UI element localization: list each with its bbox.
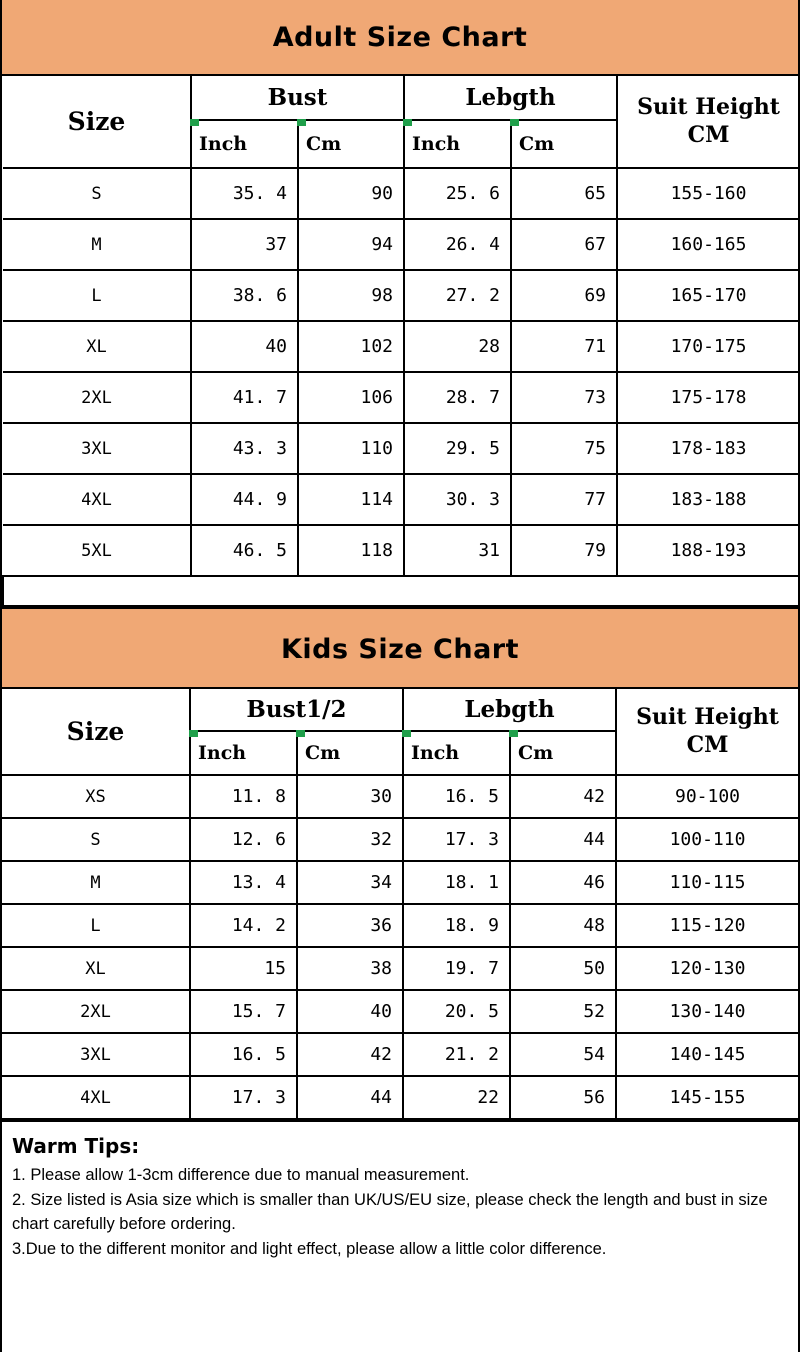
cell-size: 3XL — [2, 1033, 190, 1076]
cell-bust-cm: 106 — [298, 372, 404, 423]
warm-tips-line: 2. Size listed is Asia size which is smaller than UK/US/EU size, please check the length and bust in size chart carefully before ordering. — [12, 1190, 768, 1233]
cell-length-inch: 21. 2 — [403, 1033, 510, 1076]
table-row — [3, 270, 799, 321]
cell-suit-height: 145-155 — [616, 1076, 798, 1119]
cell-bust-cm: 90 — [298, 168, 404, 219]
cell-length-cm: 65 — [511, 168, 617, 219]
header-length-cm: Cm — [510, 731, 616, 775]
cell-bust-inch: 43. 3 — [191, 423, 298, 474]
header-bust-inch: Inch — [190, 731, 297, 775]
cell-length-inch: 16. 5 — [403, 775, 510, 818]
header-suit-height-label: Suit Height — [636, 704, 779, 730]
cell-size: M — [2, 861, 190, 904]
kids-size-chart-table-wrapper — [2, 689, 798, 1120]
cell-length-inch: 18. 9 — [403, 904, 510, 947]
table-row — [2, 861, 798, 904]
warm-tips-line: 3.Due to the different monitor and light effect, please allow a little color difference. — [12, 1239, 607, 1258]
cell-length-inch: 19. 7 — [403, 947, 510, 990]
table-row — [2, 1033, 798, 1076]
cell-bust-inch: 11. 8 — [190, 775, 297, 818]
cell-length-inch: 31 — [404, 525, 511, 576]
cell-bust-cm: 32 — [297, 818, 403, 861]
header-bust: Bust1/2 — [190, 689, 403, 731]
header-suit-height-unit: CM — [686, 731, 729, 758]
cell-bust-inch: 15 — [190, 947, 297, 990]
cell-suit-height: 140-145 — [616, 1033, 798, 1076]
cell-length-inch: 29. 5 — [404, 423, 511, 474]
adult-size-chart-title: Adult Size Chart — [2, 0, 798, 76]
table-row — [3, 321, 799, 372]
table-spacer-cell — [3, 576, 799, 606]
cell-suit-height: 178-183 — [617, 423, 799, 474]
header-bust: Bust — [191, 76, 404, 120]
header-suit-height — [617, 76, 799, 168]
cell-suit-height: 183-188 — [617, 474, 799, 525]
table-header-row-primary — [3, 76, 799, 120]
cell-length-inch: 18. 1 — [403, 861, 510, 904]
cell-size: 4XL — [2, 1076, 190, 1119]
header-bust-cm: Cm — [297, 731, 403, 775]
cell-length-inch: 30. 3 — [404, 474, 511, 525]
cell-length-cm: 54 — [510, 1033, 616, 1076]
cell-bust-inch: 46. 5 — [191, 525, 298, 576]
cell-bust-inch: 16. 5 — [190, 1033, 297, 1076]
cell-length-inch: 28. 7 — [404, 372, 511, 423]
cell-bust-inch: 44. 9 — [191, 474, 298, 525]
cell-size: 2XL — [3, 372, 191, 423]
adult-size-chart-table-wrapper — [2, 76, 798, 607]
header-bust-cm: Cm — [298, 120, 404, 168]
cell-size: L — [3, 270, 191, 321]
cell-bust-cm: 44 — [297, 1076, 403, 1119]
cell-bust-inch: 41. 7 — [191, 372, 298, 423]
header-suit-height — [616, 689, 798, 775]
cell-suit-height: 115-120 — [616, 904, 798, 947]
table-row — [2, 947, 798, 990]
cell-size: M — [3, 219, 191, 270]
cell-size: 3XL — [3, 423, 191, 474]
cell-bust-cm: 94 — [298, 219, 404, 270]
cell-bust-cm: 40 — [297, 990, 403, 1033]
cell-suit-height: 155-160 — [617, 168, 799, 219]
cell-size: L — [2, 904, 190, 947]
table-spacer-row — [3, 576, 799, 606]
header-length-inch: Inch — [404, 120, 511, 168]
cell-length-inch: 28 — [404, 321, 511, 372]
kids-size-chart-title: Kids Size Chart — [2, 607, 798, 689]
cell-size: S — [2, 818, 190, 861]
cell-size: XL — [3, 321, 191, 372]
cell-length-cm: 69 — [511, 270, 617, 321]
header-suit-height-unit: CM — [687, 121, 730, 148]
cell-bust-inch: 40 — [191, 321, 298, 372]
header-length: Lebgth — [403, 689, 616, 731]
header-bust-inch: Inch — [191, 120, 298, 168]
cell-size: XS — [2, 775, 190, 818]
cell-size: 5XL — [3, 525, 191, 576]
cell-bust-cm: 38 — [297, 947, 403, 990]
cell-bust-cm: 98 — [298, 270, 404, 321]
table-row — [3, 372, 799, 423]
cell-suit-height: 90-100 — [616, 775, 798, 818]
table-row — [2, 775, 798, 818]
table-row — [3, 168, 799, 219]
table-row — [3, 423, 799, 474]
cell-bust-inch: 37 — [191, 219, 298, 270]
cell-length-cm: 56 — [510, 1076, 616, 1119]
cell-length-cm: 67 — [511, 219, 617, 270]
cell-length-cm: 75 — [511, 423, 617, 474]
cell-length-cm: 73 — [511, 372, 617, 423]
header-length-cm: Cm — [511, 120, 617, 168]
cell-length-inch: 25. 6 — [404, 168, 511, 219]
cell-bust-cm: 30 — [297, 775, 403, 818]
cell-length-cm: 77 — [511, 474, 617, 525]
cell-suit-height: 188-193 — [617, 525, 799, 576]
cell-suit-height: 120-130 — [616, 947, 798, 990]
cell-suit-height: 160-165 — [617, 219, 799, 270]
cell-length-inch: 17. 3 — [403, 818, 510, 861]
cell-suit-height: 175-178 — [617, 372, 799, 423]
cell-length-cm: 48 — [510, 904, 616, 947]
cell-length-cm: 52 — [510, 990, 616, 1033]
table-row — [2, 1076, 798, 1119]
header-size: Size — [3, 76, 191, 168]
cell-length-cm: 42 — [510, 775, 616, 818]
table-row — [3, 474, 799, 525]
cell-suit-height: 110-115 — [616, 861, 798, 904]
cell-bust-cm: 36 — [297, 904, 403, 947]
cell-suit-height: 100-110 — [616, 818, 798, 861]
cell-suit-height: 170-175 — [617, 321, 799, 372]
cell-suit-height: 130-140 — [616, 990, 798, 1033]
cell-bust-inch: 35. 4 — [191, 168, 298, 219]
cell-bust-cm: 110 — [298, 423, 404, 474]
cell-length-cm: 79 — [511, 525, 617, 576]
cell-bust-cm: 102 — [298, 321, 404, 372]
warm-tips-section — [2, 1120, 798, 1262]
cell-length-cm: 44 — [510, 818, 616, 861]
warm-tips-line: 1. Please allow 1-3cm difference due to manual measurement. — [12, 1166, 470, 1184]
cell-length-inch: 27. 2 — [404, 270, 511, 321]
header-length-inch: Inch — [403, 731, 510, 775]
cell-length-inch: 22 — [403, 1076, 510, 1119]
cell-length-inch: 26. 4 — [404, 219, 511, 270]
header-length: Lebgth — [404, 76, 617, 120]
table-row — [2, 818, 798, 861]
cell-bust-cm: 114 — [298, 474, 404, 525]
cell-size: 4XL — [3, 474, 191, 525]
cell-size: S — [3, 168, 191, 219]
warm-tips-title: Warm Tips: — [12, 1134, 140, 1158]
cell-length-cm: 46 — [510, 861, 616, 904]
cell-bust-inch: 38. 6 — [191, 270, 298, 321]
kids-size-chart-table — [2, 689, 798, 1120]
table-header-row-primary — [2, 689, 798, 731]
table-row — [2, 990, 798, 1033]
cell-length-cm: 71 — [511, 321, 617, 372]
header-size: Size — [2, 689, 190, 775]
cell-bust-cm: 42 — [297, 1033, 403, 1076]
cell-size: XL — [2, 947, 190, 990]
cell-bust-inch: 13. 4 — [190, 861, 297, 904]
cell-bust-inch: 14. 2 — [190, 904, 297, 947]
header-suit-height-label: Suit Height — [637, 94, 780, 120]
adult-size-chart-table — [2, 76, 800, 607]
cell-length-inch: 20. 5 — [403, 990, 510, 1033]
table-row — [3, 525, 799, 576]
cell-bust-inch: 15. 7 — [190, 990, 297, 1033]
cell-bust-inch: 17. 3 — [190, 1076, 297, 1119]
cell-size: 2XL — [2, 990, 190, 1033]
table-row — [3, 219, 799, 270]
cell-suit-height: 165-170 — [617, 270, 799, 321]
cell-bust-cm: 34 — [297, 861, 403, 904]
table-row — [2, 904, 798, 947]
cell-bust-inch: 12. 6 — [190, 818, 297, 861]
cell-bust-cm: 118 — [298, 525, 404, 576]
cell-length-cm: 50 — [510, 947, 616, 990]
